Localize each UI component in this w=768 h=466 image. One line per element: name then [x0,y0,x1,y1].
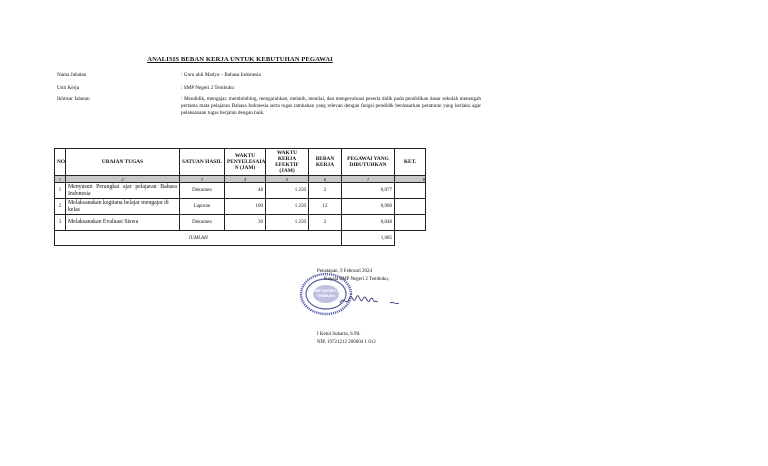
cell-no: 1 [55,183,66,199]
cell-time: 48 [225,183,266,199]
total-value: 1,085 [342,231,395,246]
cell-no: 2 [55,199,66,215]
svg-text:SMP NEGERI 2: SMP NEGERI 2 [313,289,339,293]
cell-time: 30 [225,215,266,231]
cell-effective: 1.250 [266,215,309,231]
header-unit: SATUAN HASIL [180,149,225,176]
table-row [55,199,426,215]
signature-place-date: Penatapan, 9 Februari 2024 [317,269,372,274]
cell-effective: 1.250 [266,183,309,199]
signature-position: Kepala SMP Negeri 2 Tembuku, [324,277,390,282]
column-number: 7 [342,176,395,183]
cell-no: 3 [55,215,66,231]
column-number: 5 [266,176,309,183]
header-effective: WAKTU KERJA EFEKTIF (JAM) [266,149,309,176]
header-note: KET. [395,149,426,176]
cell-load: 12 [309,199,342,215]
cell-needed: 0,077 [342,183,395,199]
cell-task: Menyusun Perangkat ajar pelajaran Bahasa Indonesia [66,183,180,199]
total-empty [395,231,426,246]
info-label: Unit Kerja [57,85,80,91]
cell-unit: Laporan [180,199,225,215]
column-number: 1 [55,176,66,183]
cell-load: 2 [309,183,342,199]
svg-text:TEMBUKU: TEMBUKU [317,294,335,298]
workload-table [54,148,426,246]
header-time: WAKTU PENYELESAIA N (JAM) [225,149,266,176]
cell-needed: 0,048 [342,215,395,231]
column-number: 2 [66,176,180,183]
info-value: : SMP Negeri 2 Tembuku [181,85,234,91]
cell-task: Melaksanakan kegitana belajar mengajar di kelas [66,199,180,215]
info-label: Ikhtisar Jabatan [57,96,90,102]
cell-effective: 1.250 [266,199,309,215]
info-value: : Mendidik, mengajar, membimbing, mengarahkan, melatih, menilai, dan mengevaluasi peserta didik pada pendidikan dasar sekolah menengah pertama mata pelajaran Bahasa Indonesia serta tugas tambahan yang relevan dengan fungsi pendidik berdasarkan peraturan yang berlaku agar pelaksanaan tugas berjalan dengan baik. [181,96,481,116]
info-label: Nama Jabatan [57,72,87,78]
signatory-nip: NIP. 19721212 200604 1 012 [317,340,376,345]
cell-load: 2 [309,215,342,231]
cell-time: 100 [225,199,266,215]
column-number: 3 [180,176,225,183]
header-load: BEBAN KERJA [309,149,342,176]
cell-note [395,215,426,231]
table-row [55,215,426,231]
table-row [55,183,426,199]
header-needed: PEGAWAI YANG DIBUTUHKAN [342,149,395,176]
cell-note [395,199,426,215]
cell-unit: Dokumen [180,183,225,199]
column-number-row [55,176,426,183]
total-row [55,231,426,246]
signatory-name: I Ketut Sukarta, S.Pd. [317,332,361,337]
signature-scribble [338,291,408,311]
info-value: : Guru ahli Madya – Bahasa Indonesia [181,72,261,78]
column-number: 4 [225,176,266,183]
total-label: JUMLAH [55,231,342,246]
cell-task: Melaksanakan Evaluasi Siswa [66,215,180,231]
header-no: NO [55,149,66,176]
header-task: URAIAN TUGAS [66,149,180,176]
document-title: ANALISIS BEBAN KERJA UNTUK KEBUTUHAN PEGAWAI [147,56,333,63]
column-number: 8 [395,176,426,183]
cell-unit: Dokumen [180,215,225,231]
cell-note [395,183,426,199]
column-number: 6 [309,176,342,183]
cell-needed: 0,960 [342,199,395,215]
table-header-row [55,149,426,176]
